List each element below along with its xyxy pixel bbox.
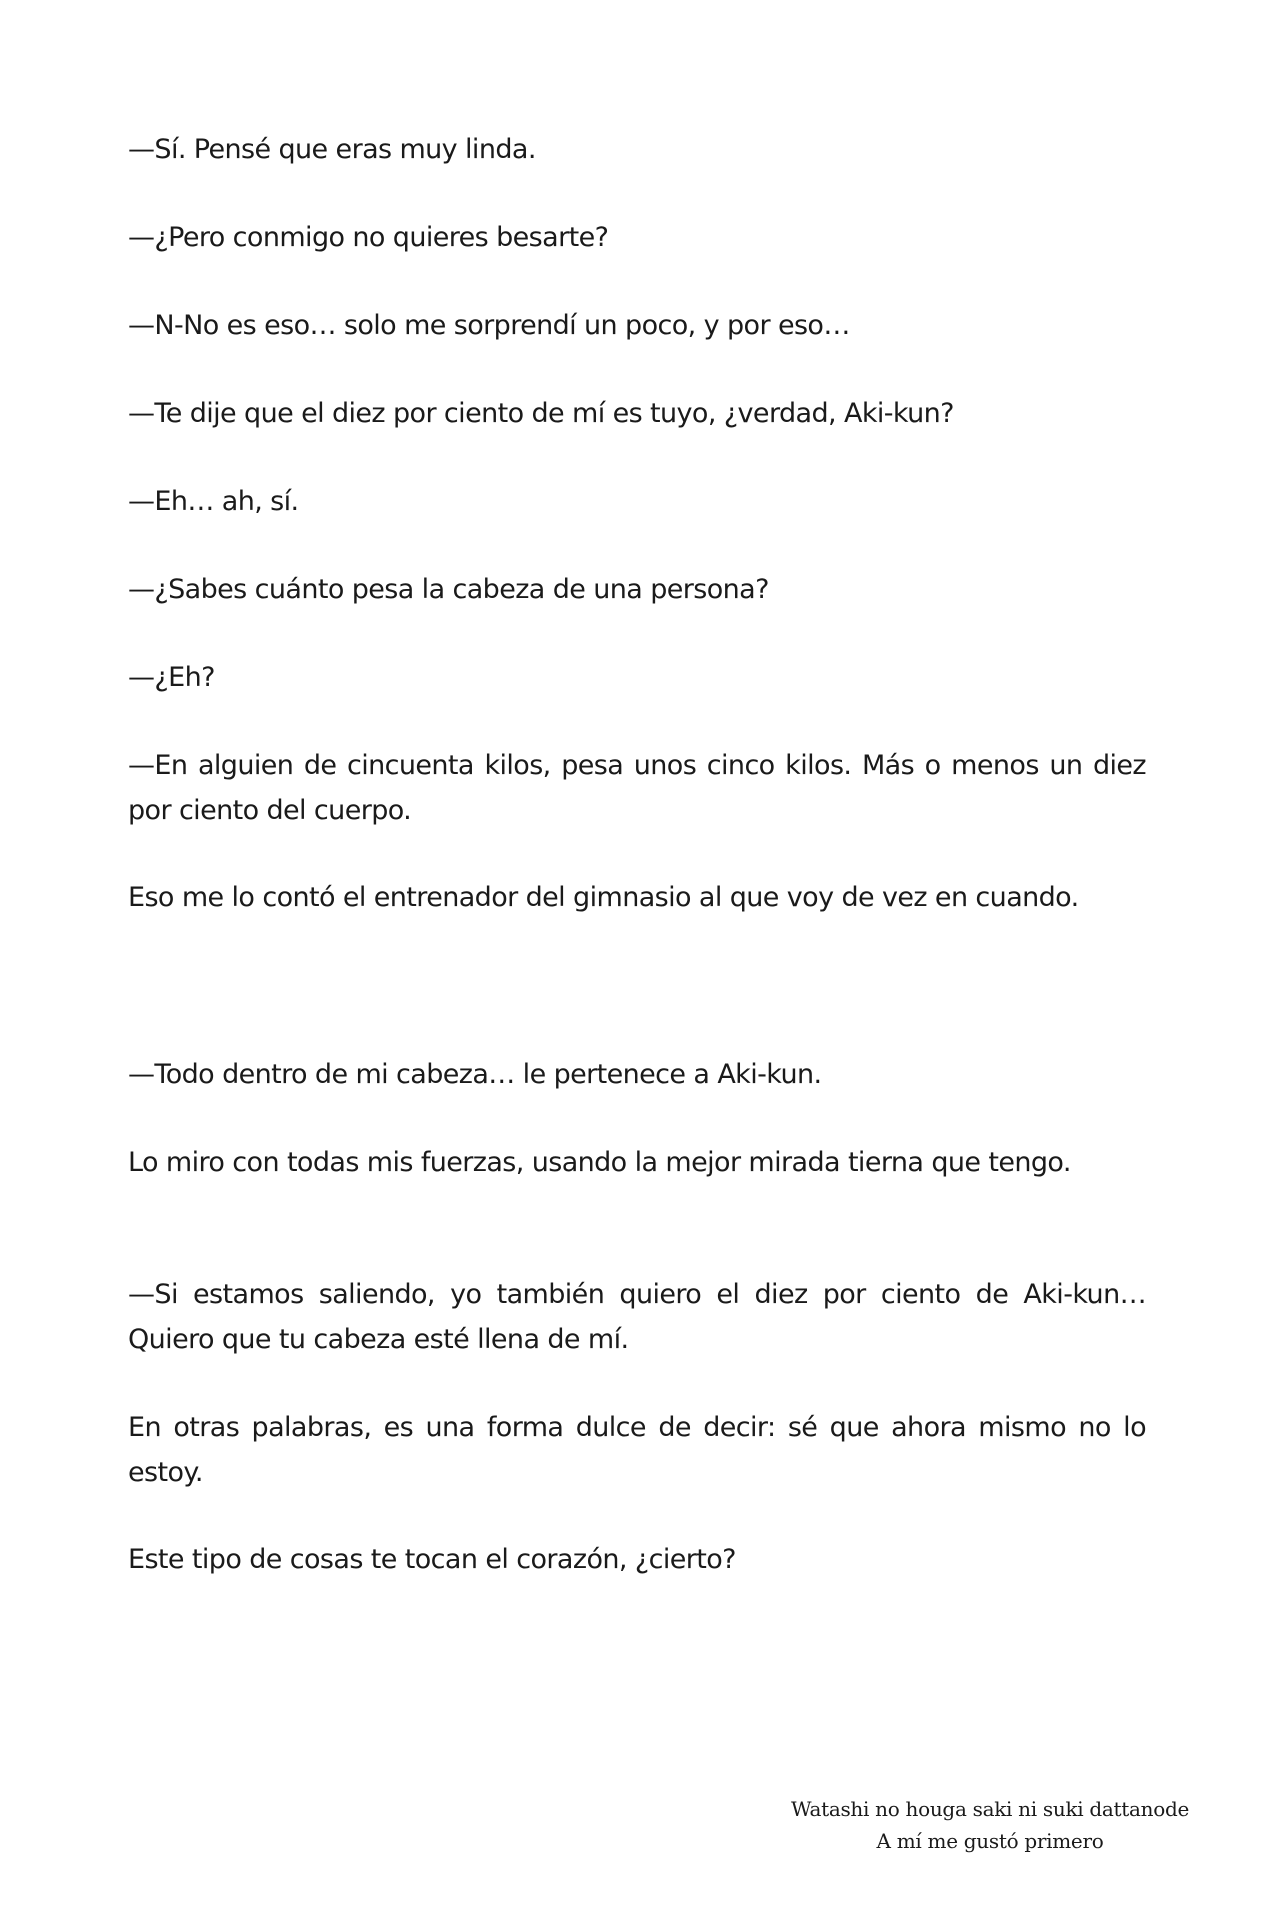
paragraph: En otras palabras, es una forma dulce de decir: sé que ahora mismo no lo estoy. (128, 1412, 1146, 1488)
footer-translated-title: A mí me gustó primero (876, 1829, 1104, 1853)
paragraph: Este tipo de cosas te tocan el corazón, ¿cierto? (128, 1544, 736, 1575)
paragraph: —Todo dentro de mi cabeza… le pertenece a Aki-kun. (128, 1059, 822, 1090)
paragraph: —Eh… ah, sí. (128, 486, 299, 517)
paragraph: —Te dije que el diez por ciento de mí es tuyo, ¿verdad, Aki-kun? (128, 398, 954, 429)
footer-original-title: Watashi no houga saki ni suki dattanode (790, 1797, 1190, 1821)
paragraph: —¿Sabes cuánto pesa la cabeza de una persona? (128, 574, 769, 605)
paragraph: —¿Pero conmigo no quieres besarte? (128, 222, 609, 253)
paragraph: —Sí. Pensé que eras muy linda. (128, 134, 536, 165)
paragraph: —¿Eh? (128, 662, 215, 693)
paragraph: Lo miro con todas mis fuerzas, usando la mejor mirada tierna que tengo. (128, 1147, 1071, 1178)
paragraph: —Si estamos saliendo, yo también quiero el diez por ciento de Aki-kun… Quiero que tu cabeza esté llena de mí. (128, 1279, 1146, 1355)
paragraph: Eso me lo contó el entrenador del gimnasio al que voy de vez en cuando. (128, 882, 1079, 913)
page-footer (700, 1793, 1280, 1857)
paragraph: —En alguien de cincuenta kilos, pesa unos cinco kilos. Más o menos un diez por ciento del cuerpo. (128, 750, 1146, 826)
paragraph: —N-No es eso… solo me sorprendí un poco, y por eso… (128, 310, 850, 341)
